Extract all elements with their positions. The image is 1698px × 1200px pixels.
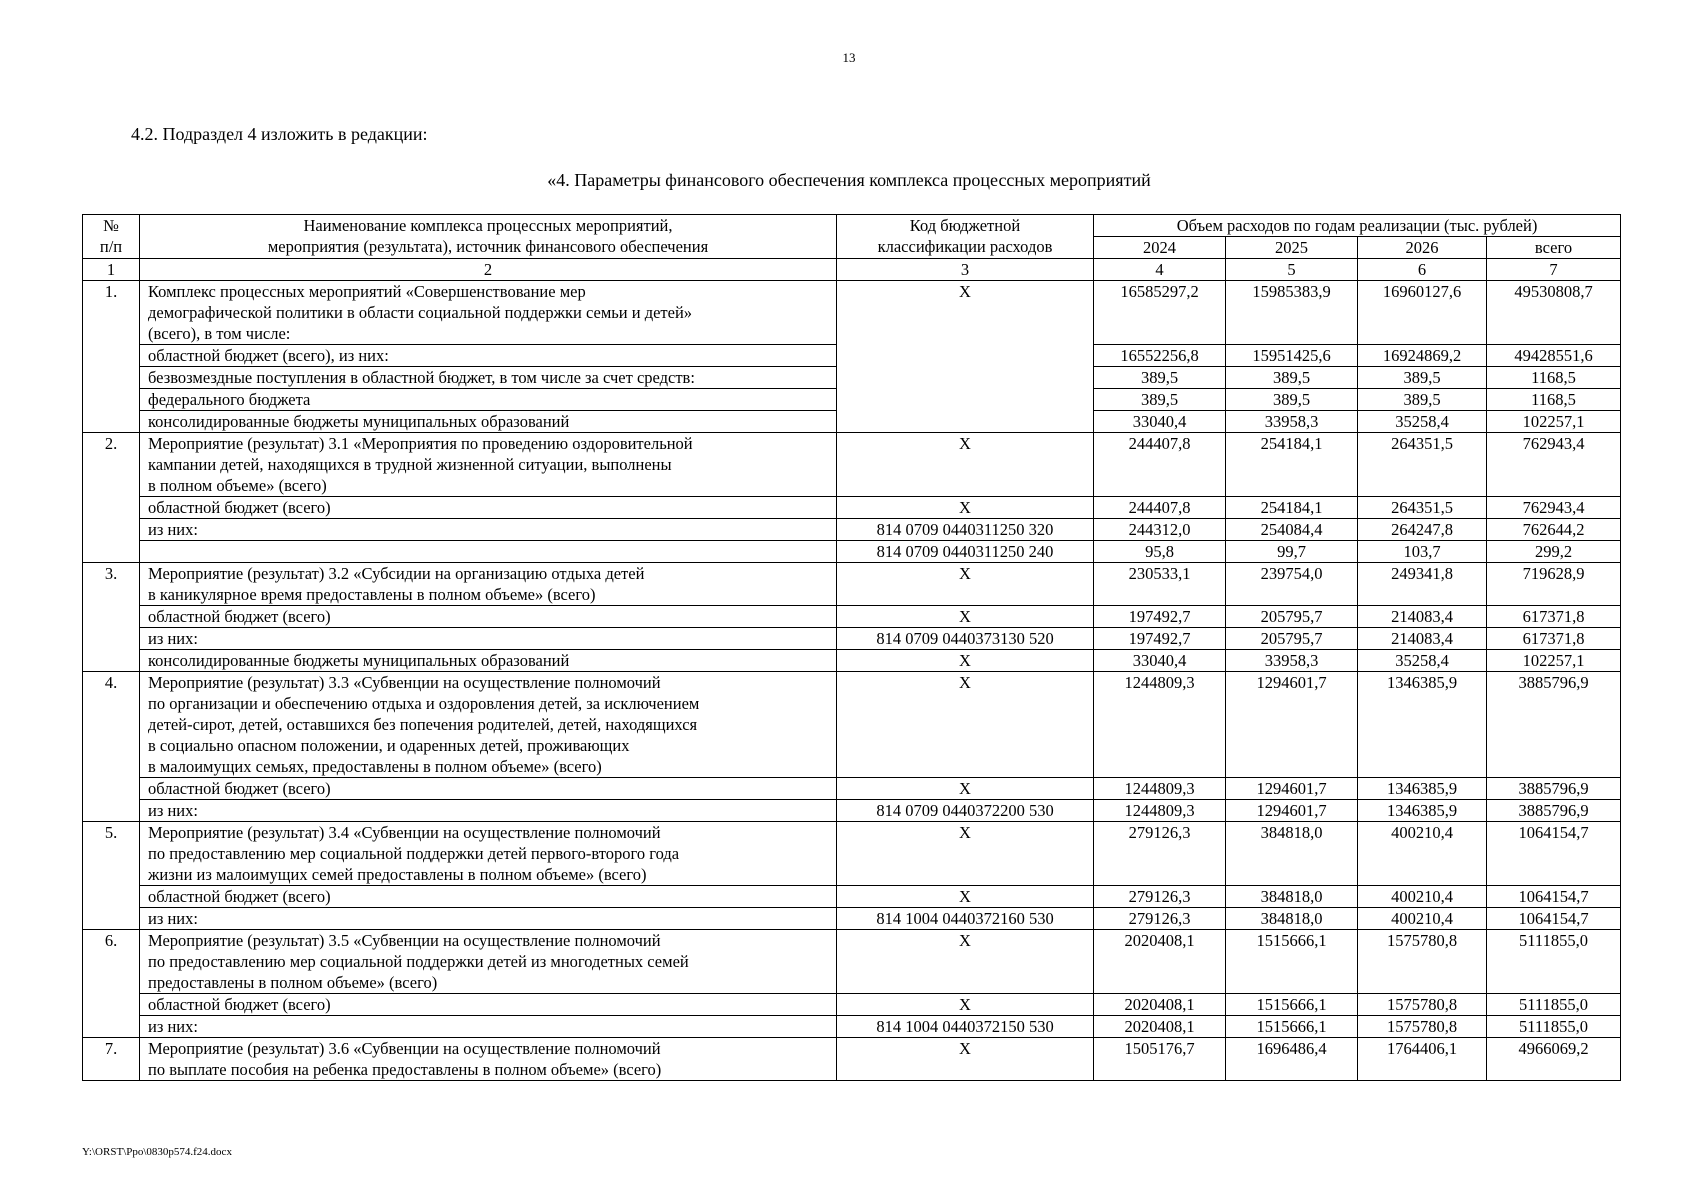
value-2026: 264351,5 xyxy=(1358,433,1487,497)
table-row xyxy=(83,563,1621,606)
value-total: 617371,8 xyxy=(1487,606,1621,628)
value-2026: 400210,4 xyxy=(1358,886,1487,908)
value-2024: 2020408,1 xyxy=(1094,1016,1226,1038)
header-year-2026: 2026 xyxy=(1358,237,1487,259)
value-total: 719628,9 xyxy=(1487,563,1621,606)
budget-code: 814 1004 0440372150 530 xyxy=(837,1016,1094,1038)
table-row xyxy=(83,994,1621,1016)
value-total: 299,2 xyxy=(1487,541,1621,563)
value-2026: 389,5 xyxy=(1358,389,1487,411)
value-2024: 230533,1 xyxy=(1094,563,1226,606)
row-name-line: из них: xyxy=(148,1017,198,1036)
row-name xyxy=(140,281,837,345)
value-2025: 1515666,1 xyxy=(1226,994,1358,1016)
value-2024: 197492,7 xyxy=(1094,628,1226,650)
header-year-2024: 2024 xyxy=(1094,237,1226,259)
row-name xyxy=(140,497,837,519)
value-2024: 197492,7 xyxy=(1094,606,1226,628)
value-2025: 1696486,4 xyxy=(1226,1038,1358,1081)
value-2025: 1294601,7 xyxy=(1226,800,1358,822)
value-total: 762943,4 xyxy=(1487,497,1621,519)
row-name-line: областной бюджет (всего) xyxy=(148,779,331,798)
budget-code: X xyxy=(837,281,1094,433)
value-2026: 103,7 xyxy=(1358,541,1487,563)
value-2026: 1346385,9 xyxy=(1358,778,1487,800)
row-name-line: Комплекс процессных мероприятий «Совершенствование мер xyxy=(148,282,586,301)
row-name-line: в каникулярное время предоставлены в полном объеме» (всего) xyxy=(148,585,596,604)
header-row-1 xyxy=(83,215,1621,237)
budget-code: X xyxy=(837,650,1094,672)
value-2024: 16552256,8 xyxy=(1094,345,1226,367)
value-total: 102257,1 xyxy=(1487,411,1621,433)
value-total: 1064154,7 xyxy=(1487,908,1621,930)
value-total: 5111855,0 xyxy=(1487,930,1621,994)
row-name xyxy=(140,930,837,994)
row-name-line: по предоставлению мер социальной поддержки детей из многодетных семей xyxy=(148,952,689,971)
header-name: Наименование комплекса процессных мероприятий, мероприятия (результата), источник финансового обеспечения xyxy=(140,215,837,259)
value-2026: 35258,4 xyxy=(1358,411,1487,433)
row-name xyxy=(140,628,837,650)
column-index: 7 xyxy=(1487,259,1621,281)
value-2025: 1294601,7 xyxy=(1226,672,1358,778)
value-2024: 1244809,3 xyxy=(1094,778,1226,800)
table-row xyxy=(83,541,1621,563)
value-2026: 1575780,8 xyxy=(1358,1016,1487,1038)
value-2024: 1505176,7 xyxy=(1094,1038,1226,1081)
value-2026: 214083,4 xyxy=(1358,606,1487,628)
budget-code: X xyxy=(837,606,1094,628)
budget-code: X xyxy=(837,1038,1094,1081)
row-number: 1. xyxy=(83,281,140,433)
value-2025: 254084,4 xyxy=(1226,519,1358,541)
budget-code: 814 1004 0440372160 530 xyxy=(837,908,1094,930)
table-row xyxy=(83,433,1621,497)
value-2025: 384818,0 xyxy=(1226,822,1358,886)
table-row xyxy=(83,650,1621,672)
value-2024: 1244809,3 xyxy=(1094,672,1226,778)
header-total: всего xyxy=(1487,237,1621,259)
table-row xyxy=(83,800,1621,822)
column-index: 6 xyxy=(1358,259,1487,281)
value-total: 5111855,0 xyxy=(1487,994,1621,1016)
budget-code: X xyxy=(837,822,1094,886)
row-name-line: из них: xyxy=(148,629,198,648)
value-total: 1064154,7 xyxy=(1487,822,1621,886)
value-2025: 384818,0 xyxy=(1226,908,1358,930)
value-total: 762943,4 xyxy=(1487,433,1621,497)
table-row xyxy=(83,1038,1621,1081)
row-name-line: по предоставлению мер социальной поддержки детей первого-второго года xyxy=(148,844,680,863)
row-name xyxy=(140,411,837,433)
row-name xyxy=(140,778,837,800)
row-name-line: федерального бюджета xyxy=(148,390,311,409)
row-name-line: Мероприятие (результат) 3.3 «Субвенции на осуществление полномочий xyxy=(148,673,661,692)
value-2026: 264247,8 xyxy=(1358,519,1487,541)
header-year-2025: 2025 xyxy=(1226,237,1358,259)
value-2026: 389,5 xyxy=(1358,367,1487,389)
row-name xyxy=(140,994,837,1016)
row-name-line: в малоимущих семьях, предоставлены в полном объеме» (всего) xyxy=(148,757,602,776)
row-name-line: из них: xyxy=(148,520,198,539)
table-row xyxy=(83,930,1621,994)
table-row xyxy=(83,908,1621,930)
value-total: 4966069,2 xyxy=(1487,1038,1621,1081)
value-2025: 15951425,6 xyxy=(1226,345,1358,367)
table-row xyxy=(83,281,1621,345)
value-2026: 1346385,9 xyxy=(1358,800,1487,822)
value-total: 762644,2 xyxy=(1487,519,1621,541)
value-total: 102257,1 xyxy=(1487,650,1621,672)
value-2024: 279126,3 xyxy=(1094,822,1226,886)
value-2024: 389,5 xyxy=(1094,367,1226,389)
row-name-line: по организации и обеспечению отдыха и оздоровления детей, за исключением xyxy=(148,694,700,713)
column-index: 4 xyxy=(1094,259,1226,281)
row-name-line: жизни из малоимущих семей предоставлены в полном объеме» (всего) xyxy=(148,865,647,884)
value-2024: 389,5 xyxy=(1094,389,1226,411)
value-2025: 1294601,7 xyxy=(1226,778,1358,800)
value-2024: 1244809,3 xyxy=(1094,800,1226,822)
row-name xyxy=(140,800,837,822)
value-total: 1064154,7 xyxy=(1487,886,1621,908)
value-2024: 33040,4 xyxy=(1094,650,1226,672)
value-2026: 1575780,8 xyxy=(1358,930,1487,994)
row-name-line: в полном объеме» (всего) xyxy=(148,476,327,495)
value-total: 3885796,9 xyxy=(1487,672,1621,778)
value-2025: 254184,1 xyxy=(1226,497,1358,519)
row-name-line: областной бюджет (всего) xyxy=(148,887,331,906)
row-name-line: Мероприятие (результат) 3.1 «Мероприятия по проведению оздоровительной xyxy=(148,434,693,453)
row-name xyxy=(140,1016,837,1038)
value-2026: 1575780,8 xyxy=(1358,994,1487,1016)
row-name-line: кампании детей, находящихся в трудной жизненной ситуации, выполнены xyxy=(148,455,672,474)
header-volume: Объем расходов по годам реализации (тыс. рублей) xyxy=(1094,215,1621,237)
budget-code: X xyxy=(837,886,1094,908)
budget-code: 814 0709 0440311250 240 xyxy=(837,541,1094,563)
row-number: 4. xyxy=(83,672,140,822)
row-name-line: областной бюджет (всего), из них: xyxy=(148,346,389,365)
budget-code: X xyxy=(837,433,1094,497)
budget-code: X xyxy=(837,778,1094,800)
value-2024: 244312,0 xyxy=(1094,519,1226,541)
value-2025: 205795,7 xyxy=(1226,628,1358,650)
value-2025: 99,7 xyxy=(1226,541,1358,563)
value-2024: 279126,3 xyxy=(1094,886,1226,908)
value-total: 3885796,9 xyxy=(1487,778,1621,800)
row-name-line: Мероприятие (результат) 3.5 «Субвенции на осуществление полномочий xyxy=(148,931,661,950)
row-number: 7. xyxy=(83,1038,140,1081)
value-2026: 16960127,6 xyxy=(1358,281,1487,345)
row-name-line: областной бюджет (всего) xyxy=(148,607,331,626)
value-2024: 244407,8 xyxy=(1094,433,1226,497)
row-name-line: детей-сирот, детей, оставшихся без попечения родителей, детей, находящихся xyxy=(148,715,698,734)
row-name xyxy=(140,345,837,367)
value-total: 49530808,7 xyxy=(1487,281,1621,345)
row-name-line: в социально опасном положении, и одаренных детей, проживающих xyxy=(148,736,630,755)
budget-code: X xyxy=(837,672,1094,778)
value-2026: 249341,8 xyxy=(1358,563,1487,606)
value-2024: 16585297,2 xyxy=(1094,281,1226,345)
value-2026: 400210,4 xyxy=(1358,908,1487,930)
value-2025: 239754,0 xyxy=(1226,563,1358,606)
value-total: 1168,5 xyxy=(1487,389,1621,411)
column-index: 1 xyxy=(83,259,140,281)
row-name-line: консолидированные бюджеты муниципальных образований xyxy=(148,412,570,431)
row-name xyxy=(140,433,837,497)
value-2025: 1515666,1 xyxy=(1226,930,1358,994)
column-index: 3 xyxy=(837,259,1094,281)
value-2025: 33958,3 xyxy=(1226,411,1358,433)
file-path-footer: Y:\ORST\Ppo\0830p574.f24.docx xyxy=(82,1146,232,1158)
value-2026: 400210,4 xyxy=(1358,822,1487,886)
row-name xyxy=(140,389,837,411)
row-name-line: из них: xyxy=(148,909,198,928)
value-2025: 205795,7 xyxy=(1226,606,1358,628)
row-name-line: областной бюджет (всего) xyxy=(148,498,331,517)
value-2024: 2020408,1 xyxy=(1094,994,1226,1016)
value-total: 5111855,0 xyxy=(1487,1016,1621,1038)
table-row xyxy=(83,886,1621,908)
table-row xyxy=(83,1016,1621,1038)
row-name-line: предоставлены в полном объеме» (всего) xyxy=(148,973,438,992)
row-name xyxy=(140,822,837,886)
value-2026: 35258,4 xyxy=(1358,650,1487,672)
row-name xyxy=(140,908,837,930)
row-name-line: по выплате пособия на ребенка предоставлены в полном объеме» (всего) xyxy=(148,1060,662,1079)
intro-paragraph: 4.2. Подраздел 4 изложить в редакции: xyxy=(131,124,428,144)
value-2024: 95,8 xyxy=(1094,541,1226,563)
value-2026: 16924869,2 xyxy=(1358,345,1487,367)
table-row xyxy=(83,497,1621,519)
row-name xyxy=(140,519,837,541)
value-2025: 389,5 xyxy=(1226,367,1358,389)
budget-code: X xyxy=(837,930,1094,994)
value-2025: 1515666,1 xyxy=(1226,1016,1358,1038)
row-name xyxy=(140,541,837,563)
page-number: 13 xyxy=(842,50,856,65)
header-code: Код бюджетной классификации расходов xyxy=(837,215,1094,259)
budget-code: X xyxy=(837,497,1094,519)
value-2026: 214083,4 xyxy=(1358,628,1487,650)
header-num: № п/п xyxy=(83,215,140,259)
row-number: 5. xyxy=(83,822,140,930)
value-2025: 33958,3 xyxy=(1226,650,1358,672)
value-2025: 15985383,9 xyxy=(1226,281,1358,345)
row-name-line: демографической политики в области социальной поддержки семьи и детей» xyxy=(148,303,693,322)
value-2024: 244407,8 xyxy=(1094,497,1226,519)
column-index-row xyxy=(83,259,1621,281)
value-total: 617371,8 xyxy=(1487,628,1621,650)
row-name-line: Мероприятие (результат) 3.4 «Субвенции на осуществление полномочий xyxy=(148,823,661,842)
value-2025: 389,5 xyxy=(1226,389,1358,411)
budget-code: X xyxy=(837,994,1094,1016)
value-total: 49428551,6 xyxy=(1487,345,1621,367)
value-2025: 254184,1 xyxy=(1226,433,1358,497)
row-name xyxy=(140,886,837,908)
row-name xyxy=(140,563,837,606)
row-name-line: консолидированные бюджеты муниципальных образований xyxy=(148,651,570,670)
value-2025: 384818,0 xyxy=(1226,886,1358,908)
table-row xyxy=(83,606,1621,628)
value-total: 1168,5 xyxy=(1487,367,1621,389)
section-heading: «4. Параметры финансового обеспечения комплекса процессных мероприятий xyxy=(547,170,1151,190)
row-name-line: областной бюджет (всего) xyxy=(148,995,331,1014)
table-row xyxy=(83,822,1621,886)
row-name xyxy=(140,672,837,778)
row-number: 2. xyxy=(83,433,140,563)
table-row xyxy=(83,778,1621,800)
table-row xyxy=(83,628,1621,650)
value-2026: 264351,5 xyxy=(1358,497,1487,519)
financing-table xyxy=(82,214,1621,1081)
row-name-line: безвозмездные поступления в областной бюджет, в том числе за счет средств: xyxy=(148,368,695,387)
row-name xyxy=(140,650,837,672)
value-2024: 33040,4 xyxy=(1094,411,1226,433)
value-2024: 2020408,1 xyxy=(1094,930,1226,994)
table-row xyxy=(83,519,1621,541)
row-name-line: Мероприятие (результат) 3.2 «Субсидии на организацию отдыха детей xyxy=(148,564,645,583)
row-name xyxy=(140,1038,837,1081)
value-total: 3885796,9 xyxy=(1487,800,1621,822)
row-name-line: Мероприятие (результат) 3.6 «Субвенции на осуществление полномочий xyxy=(148,1039,661,1058)
budget-code: X xyxy=(837,563,1094,606)
row-number: 3. xyxy=(83,563,140,672)
row-name xyxy=(140,606,837,628)
row-number: 6. xyxy=(83,930,140,1038)
row-name-line: из них: xyxy=(148,801,198,820)
row-name-line: (всего), в том числе: xyxy=(148,324,291,343)
column-index: 5 xyxy=(1226,259,1358,281)
value-2026: 1764406,1 xyxy=(1358,1038,1487,1081)
budget-code: 814 0709 0440311250 320 xyxy=(837,519,1094,541)
budget-code: 814 0709 0440372200 530 xyxy=(837,800,1094,822)
budget-code: 814 0709 0440373130 520 xyxy=(837,628,1094,650)
column-index: 2 xyxy=(140,259,837,281)
value-2024: 279126,3 xyxy=(1094,908,1226,930)
value-2026: 1346385,9 xyxy=(1358,672,1487,778)
row-name xyxy=(140,367,837,389)
table-row xyxy=(83,672,1621,778)
